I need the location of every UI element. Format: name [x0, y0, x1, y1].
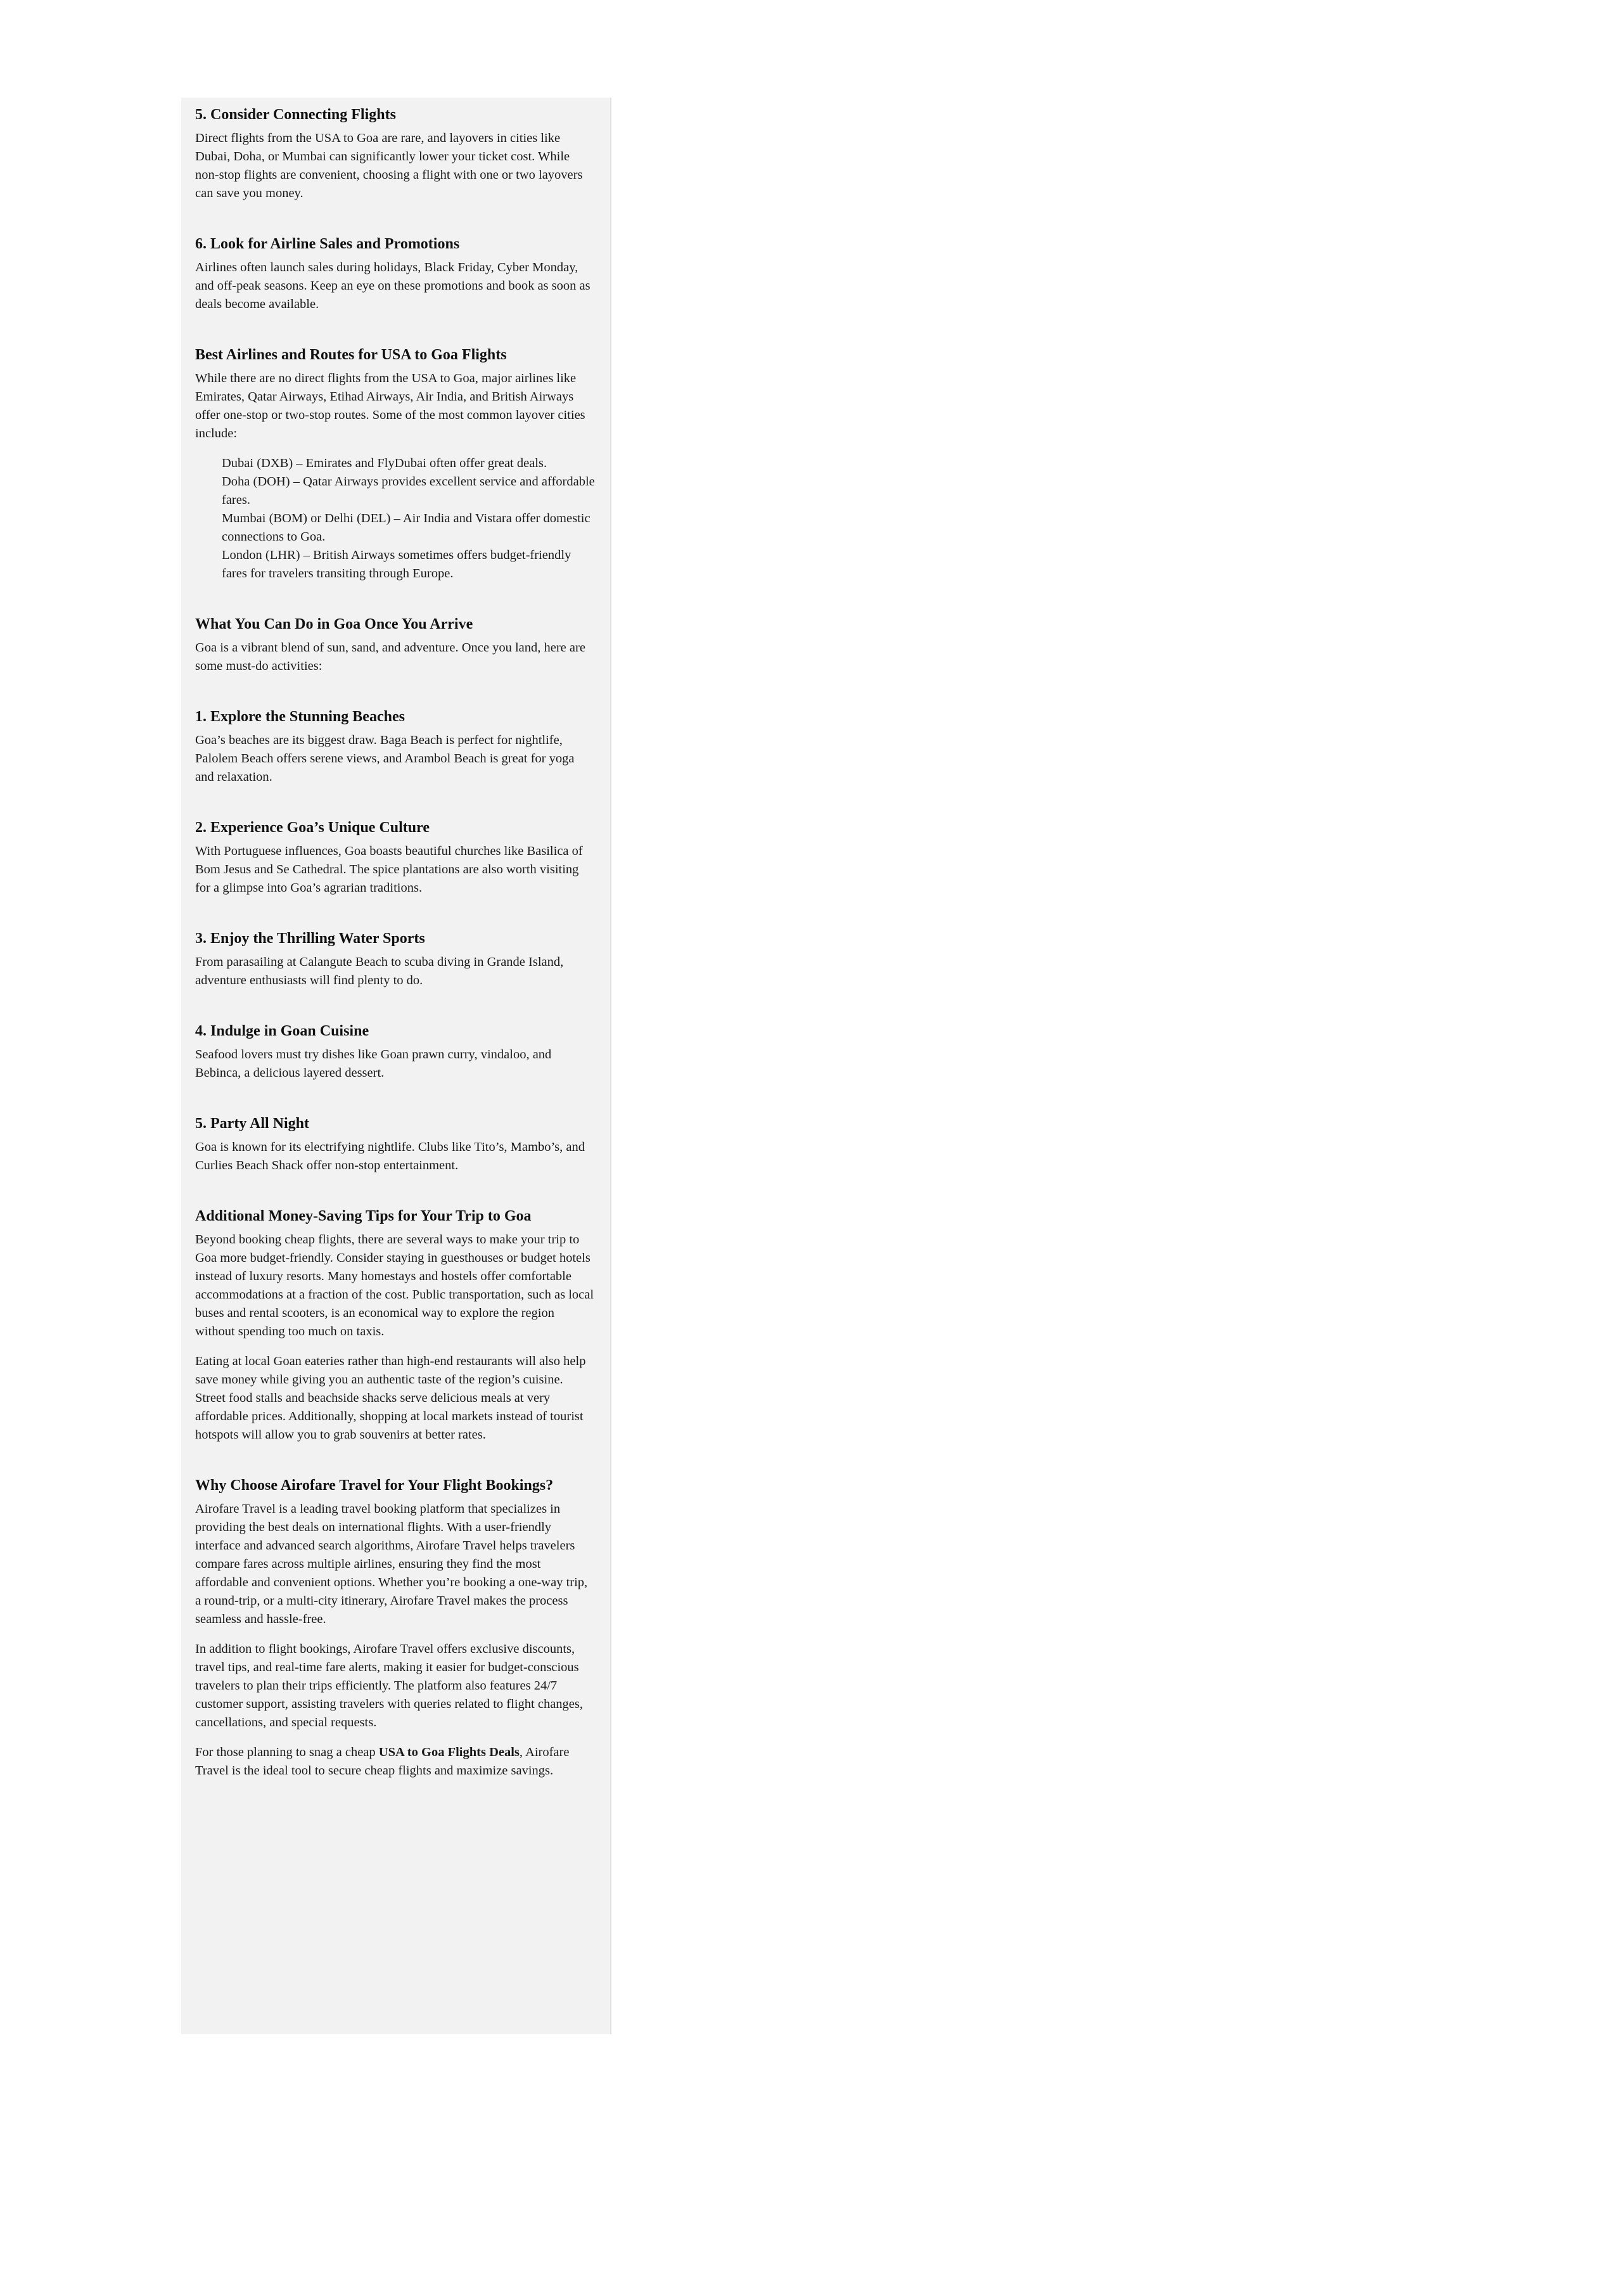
- section-paragraph: From parasailing at Calangute Beach to scuba diving in Grande Island, adventure enthusiasts will find plenty to do.: [195, 955, 564, 987]
- activity-section: [195, 1022, 596, 1082]
- section-paragraph: Eating at local Goan eateries rather than high-end restaurants will also help save money while giving you an authentic taste of the region’s cuisine. Street food stalls and beachside shacks serve delicious meals at very affordable prices. Additionally, shopping at local markets instead of tourist hotspots will allow you to grab souvenirs at better rates.: [195, 1354, 586, 1442]
- article-panel: [181, 98, 611, 2034]
- section-paragraph: Airlines often launch sales during holidays, Black Friday, Cyber Monday, and off-peak seasons. Keep an eye on these promotions and book as soon as deals become available.: [195, 260, 591, 311]
- section-paragraph: Airofare Travel is a leading travel booking platform that specializes in providing the best deals on international flights. With a user-friendly interface and advanced search algorithms, Airofare Travel helps travelers compare fares across multiple airlines, ensuring they find the most affordable and convenient options. Whether you’re booking a one-way trip, a round-trip, or a multi-city itinerary, Airofare Travel makes the process seamless and hassle-free.: [195, 1502, 588, 1626]
- section-heading: Additional Money-Saving Tips for Your Trip to Goa: [195, 1208, 532, 1224]
- section-paragraph: With Portuguese influences, Goa boasts beautiful churches like Basilica of Bom Jesus and Se Cathedral. The spice plantations are also worth visiting for a glimpse into Goa’s agrarian traditions.: [195, 844, 583, 895]
- airlines-section: [195, 345, 596, 583]
- money-saving-section: [195, 1207, 596, 1444]
- list-item: Doha (DOH) – Qatar Airways provides excellent service and affordable fares.: [222, 475, 595, 507]
- tip-section: [195, 105, 596, 203]
- section-heading: 1. Explore the Stunning Beaches: [195, 709, 405, 725]
- section-heading: 2. Experience Goa’s Unique Culture: [195, 819, 430, 836]
- section-paragraph: Goa is a vibrant blend of sun, sand, and adventure. Once you land, here are some must-do activities:: [195, 641, 585, 673]
- goa-activities-intro: [195, 615, 596, 676]
- section-heading: 3. Enjoy the Thrilling Water Sports: [195, 930, 425, 947]
- closing-text-end: , Airofare Travel is the ideal tool to secure cheap flights and maximize savings.: [195, 1745, 570, 1778]
- section-heading: What You Can Do in Goa Once You Arrive: [195, 616, 473, 632]
- section-heading: 5. Consider Connecting Flights: [195, 106, 396, 123]
- airofare-section: [195, 1476, 596, 1780]
- section-heading: Why Choose Airofare Travel for Your Flight Bookings?: [195, 1477, 554, 1494]
- list-item: Dubai (DXB) – Emirates and FlyDubai often offer great deals.: [222, 456, 547, 470]
- list-item: Mumbai (BOM) or Delhi (DEL) – Air India and Vistara offer domestic connections to Goa.: [222, 511, 591, 544]
- section-heading: 6. Look for Airline Sales and Promotions: [195, 236, 460, 252]
- list-item: London (LHR) – British Airways sometimes offers budget-friendly fares for travelers transiting through Europe.: [222, 548, 572, 580]
- section-paragraph: In addition to flight bookings, Airofare Travel offers exclusive discounts, travel tips, and real-time fare alerts, making it easier for budget-conscious travelers to plan their trips efficiently. The platform also features 24/7 customer support, assisting travelers with queries related to flight changes, cancellations, and special requests.: [195, 1642, 583, 1729]
- section-heading: 5. Party All Night: [195, 1115, 309, 1132]
- activity-section: [195, 1114, 596, 1175]
- section-paragraph: Goa’s beaches are its biggest draw. Baga Beach is perfect for nightlife, Palolem Beach offers serene views, and Arambol Beach is great for yoga and relaxation.: [195, 733, 575, 784]
- section-paragraph: While there are no direct flights from the USA to Goa, major airlines like Emirates, Qatar Airways, Etihad Airways, Air India, and British Airways offer one-stop or two-stop routes. Some of the most common layover cities include:: [195, 371, 585, 440]
- layover-list: [195, 454, 596, 583]
- section-paragraph: Beyond booking cheap flights, there are several ways to make your trip to Goa more budget-friendly. Consider staying in guesthouses or budget hotels instead of luxury resorts. Many homestays and hostels offer comfortable accommodations at a fraction of the cost. Public transportation, such as local buses and rental scooters, is an economical way to explore the region without spending too much on taxis.: [195, 1233, 594, 1338]
- activity-section: [195, 818, 596, 897]
- closing-paragraph: [195, 1743, 596, 1780]
- section-heading: 4. Indulge in Goan Cuisine: [195, 1023, 369, 1039]
- section-heading: Best Airlines and Routes for USA to Goa Flights: [195, 347, 507, 363]
- tip-section: [195, 234, 596, 314]
- activity-section: [195, 707, 596, 786]
- section-paragraph: Seafood lovers must try dishes like Goan prawn curry, vindaloo, and Bebinca, a delicious layered dessert.: [195, 1048, 552, 1080]
- activity-section: [195, 929, 596, 990]
- section-paragraph: Goa is known for its electrifying nightlife. Clubs like Tito’s, Mambo’s, and Curlies Beach Shack offer non-stop entertainment.: [195, 1140, 585, 1172]
- section-paragraph: Direct flights from the USA to Goa are rare, and layovers in cities like Dubai, Doha, or Mumbai can significantly lower your ticket cost. While non-stop flights are convenient, choosing a flight with one or two layovers can save you money.: [195, 131, 583, 200]
- deal-keyword: USA to Goa Flights Deals: [378, 1745, 520, 1759]
- closing-text-start: For those planning to snag a cheap: [195, 1745, 379, 1759]
